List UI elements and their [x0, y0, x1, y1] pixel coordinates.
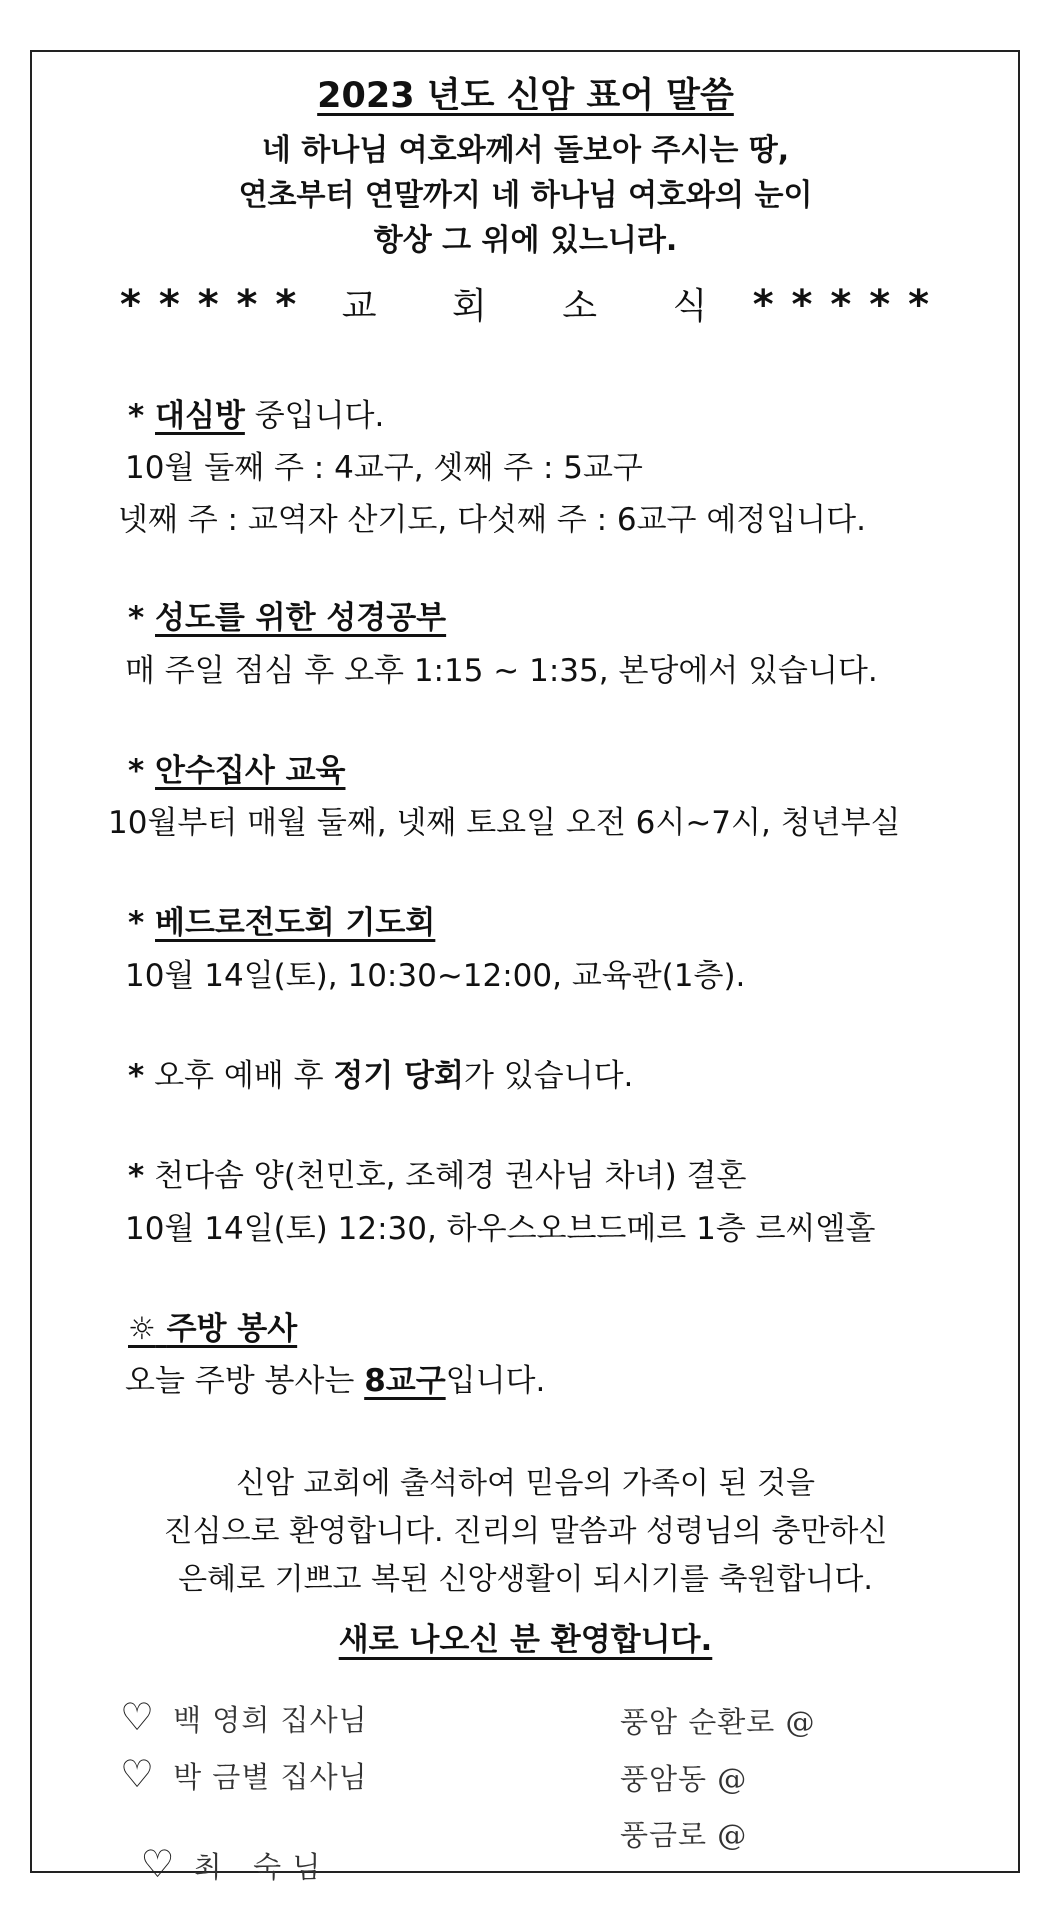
session-prefix: 오후 예배 후	[144, 1058, 334, 1094]
bible-study-heading	[128, 592, 446, 637]
welcome-title: 새로 나오신 분 환영합니다.	[338, 1622, 713, 1658]
news-word-3: 소	[562, 286, 599, 327]
heart-icon: ♡	[120, 1752, 156, 1796]
bible-study-title: 성도를 위한 성경공부	[155, 600, 447, 636]
bullet: *	[128, 1058, 145, 1094]
kitchen-prefix: 오늘 주방 봉사는	[125, 1363, 365, 1399]
kitchen-line	[125, 1355, 545, 1400]
bullet: *	[128, 753, 145, 789]
newcomer-row	[120, 1752, 368, 1796]
newcomer-row	[120, 1808, 321, 1886]
visit-line-2: 넷째 주 : 교역자 산기도, 다섯째 주 : 6교구 예정입니다.	[118, 502, 866, 538]
peter-prayer-heading	[128, 897, 435, 942]
heart-icon: ♡	[120, 1695, 156, 1739]
deacon-edu-line: 10월부터 매월 둘째, 넷째 토요일 오전 6시~7시, 청년부실	[108, 805, 901, 841]
news-word-1: 교	[341, 286, 379, 327]
visit-title-suffix: 중입니다.	[244, 398, 385, 434]
visit-line-1: 10월 둘째 주 : 4교구, 셋째 주 : 5교구	[125, 450, 643, 486]
newcomer-row	[120, 1695, 368, 1739]
bullet: *	[128, 398, 145, 434]
wedding-heading	[128, 1150, 746, 1195]
newcomer-name: 박 금별 집사님	[173, 1760, 368, 1794]
bible-study-line: 매 주일 점심 후 오후 1:15 ~ 1:35, 본당에서 있습니다.	[125, 653, 878, 689]
visit-heading	[128, 390, 384, 435]
motto-verse-line-3: 항상 그 위에 있느니라.	[373, 223, 678, 258]
kitchen-bold: 8교구	[364, 1363, 446, 1399]
stars-right: * * * * *	[752, 282, 931, 328]
welcome-line-3: 은혜로 기쁘고 복된 신앙생활이 되시기를 축원합니다.	[178, 1562, 873, 1597]
kitchen-heading	[128, 1303, 297, 1348]
deacon-edu-heading	[128, 745, 345, 790]
church-news-banner	[0, 278, 1051, 329]
welcome-line-1: 신암 교회에 출석하여 믿음의 가족이 된 것을	[236, 1466, 815, 1501]
wedding-line: 10월 14일(토) 12:30, 하우스오브드메르 1층 르씨엘홀	[125, 1211, 876, 1247]
bullet: *	[128, 1158, 145, 1194]
wedding-title: 천다솜 양(천민호, 조혜경 권사님 차녀) 결혼	[144, 1158, 747, 1194]
newcomer-name: 백 영희 집사님	[173, 1703, 368, 1737]
motto-verse-line-1: 네 하나님 여호와께서 돌보아 주시는 땅,	[261, 133, 790, 168]
peter-prayer-line: 10월 14일(토), 10:30~12:00, 교육관(1층).	[125, 958, 746, 994]
session-bold: 정기 당회	[333, 1058, 464, 1094]
stars-left: * * * * *	[120, 282, 299, 328]
newcomer-address: 풍금로 @	[620, 1818, 748, 1852]
session-suffix: 가 있습니다.	[463, 1058, 634, 1094]
kitchen-title: 주방 봉사	[166, 1311, 298, 1347]
news-word-2: 회	[451, 286, 489, 327]
heart-icon: ♡	[140, 1842, 176, 1886]
bullet: *	[128, 905, 145, 941]
visit-title: 대심방	[155, 398, 245, 434]
deacon-edu-title: 안수집사 교육	[155, 753, 346, 789]
news-word-4: 식	[672, 286, 710, 327]
motto-verse-line-2: 연초부터 연말까지 네 하나님 여호와의 눈이	[238, 178, 813, 213]
newcomer-address: 풍암 순환로 @	[620, 1705, 816, 1739]
kitchen-suffix: 입니다.	[445, 1363, 546, 1399]
newcomer-name: 최 숙 님	[193, 1850, 322, 1884]
welcome-line-2: 진심으로 환영합니다. 진리의 말씀과 성령님의 충만하신	[163, 1514, 888, 1549]
session-meeting-line	[128, 1050, 633, 1095]
peter-prayer-title: 베드로전도회 기도회	[155, 905, 436, 941]
motto-title: 2023 년도 신암 표어 말씀	[317, 76, 734, 116]
newcomer-address: 풍암동 @	[620, 1762, 748, 1796]
sun-icon: ☼	[128, 1311, 156, 1347]
bullet: *	[128, 600, 145, 636]
